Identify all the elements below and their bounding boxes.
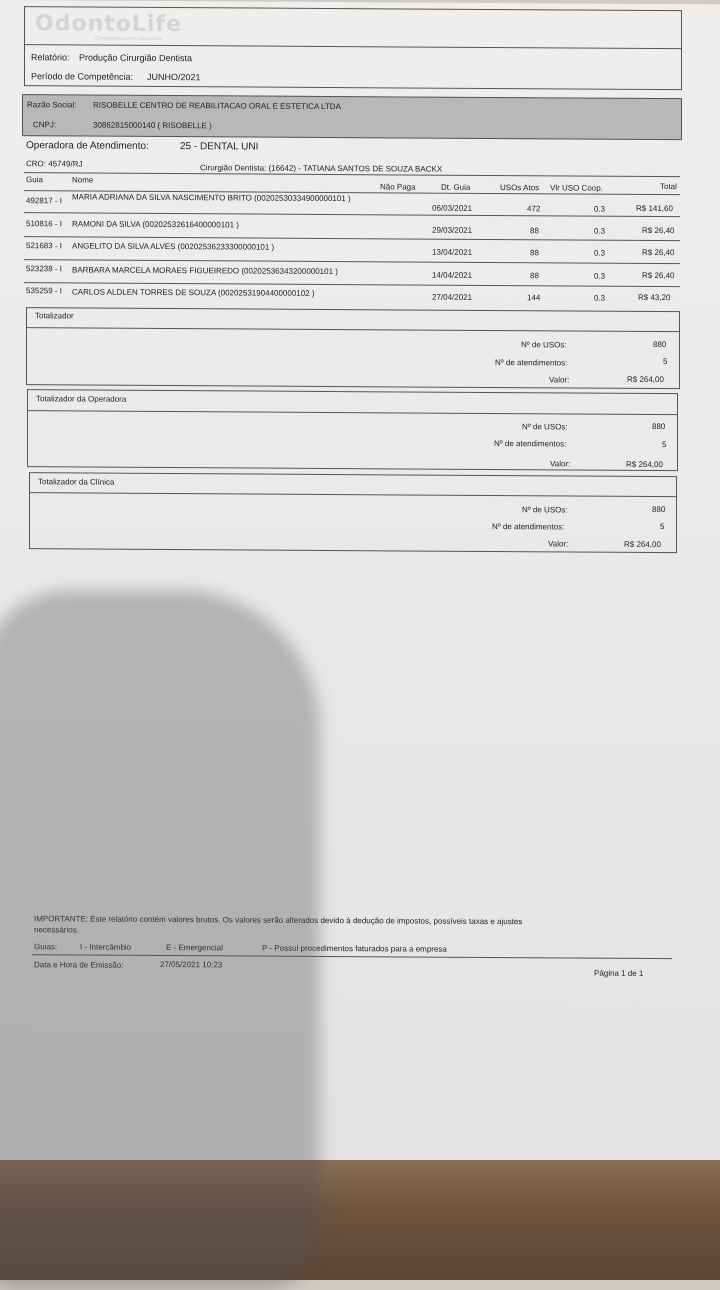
row-nome: BARBARA MARCELA MORAES FIGUEIREDO (00202536343200000101 ) <box>72 265 338 277</box>
important-note-cont: necessários. <box>34 925 79 935</box>
dentist-name: Cirurgião Dentista: (16642) - TATIANA SANTOS DE SOUZA BACKX <box>200 163 443 174</box>
row-total: R$ 26,40 <box>642 270 675 281</box>
clinic-totalizer-box <box>29 472 677 553</box>
atendimentos-value: 5 <box>662 440 667 450</box>
col-guia: Guia <box>26 175 43 185</box>
report-value: Produção Cirurgião Dentista <box>79 52 193 64</box>
row-usos: 144 <box>527 293 541 303</box>
row-vlr: 0.3 <box>594 226 606 236</box>
period-label: Período de Competência: <box>31 71 134 82</box>
cro-number: CRO: 45749/RJ <box>26 159 83 169</box>
row-total: R$ 26,40 <box>642 247 675 258</box>
razao-label: Razão Social: <box>27 100 77 110</box>
usos-value: 880 <box>652 504 666 515</box>
valor-label: Valor: <box>548 539 569 549</box>
legend-emergencial: E - Emergencial <box>166 943 223 953</box>
usos-value: 880 <box>652 421 666 432</box>
usos-label: Nº de USOs: <box>521 340 567 350</box>
legend-intercambio: I - Intercâmbio <box>80 942 132 952</box>
important-note: IMPORTANTE: Este relatório contém valores brutos. Os valores serão alterados devido à dedução de impostos, possíveis taxas e ajustes <box>34 914 523 927</box>
valor-label: Valor: <box>549 375 570 385</box>
atendimentos-label: Nº de atendimentos: <box>492 522 565 532</box>
col-nome: Nome <box>72 175 94 185</box>
row-vlr: 0.3 <box>594 271 606 281</box>
report-label: Relatório: <box>31 52 70 63</box>
atendimentos-value: 5 <box>663 357 668 367</box>
row-usos: 472 <box>527 204 541 214</box>
row-nome: ANGELITO DA SILVA ALVES (00202536233300000101 ) <box>72 241 275 252</box>
legend-empresa: P - Possui procedimentos faturados para a empresa <box>262 943 447 954</box>
row-guia: 492817 - I <box>26 196 63 206</box>
emission-value: 27/05/2021 10:23 <box>160 959 223 970</box>
operator-label: Operadora de Atendimento: <box>26 140 149 152</box>
row-total: R$ 43,20 <box>638 292 671 303</box>
guias-label: Guias: <box>34 942 58 952</box>
period-value: JUNHO/2021 <box>147 71 201 83</box>
row-total: R$ 141,60 <box>636 203 673 214</box>
company-logo: OdontoLife <box>35 11 182 38</box>
row-dt: 27/04/2021 <box>432 292 473 302</box>
col-total: Total <box>660 182 677 192</box>
row-usos: 88 <box>530 271 539 281</box>
row-guia: 523238 - I <box>26 264 63 274</box>
usos-label: Nº de USOs: <box>522 422 568 432</box>
valor-value: R$ 264,00 <box>624 539 661 550</box>
page-number: Página 1 de 1 <box>594 968 644 978</box>
valor-value: R$ 264,00 <box>627 374 664 385</box>
usos-label: Nº de USOs: <box>522 505 568 515</box>
col-vlr: Vlr USO Coop. <box>550 183 603 193</box>
row-dt: 14/04/2021 <box>432 270 473 280</box>
row-dt: 13/04/2021 <box>432 247 473 257</box>
totalizer-title: Totalizador da Operadora <box>36 394 127 404</box>
report-header <box>24 6 682 90</box>
row-dt: 29/03/2021 <box>432 225 473 235</box>
atendimentos-label: Nº de atendimentos: <box>494 439 567 449</box>
cnpj-value: 30862815000140 ( RISOBELLE ) <box>93 120 212 131</box>
row-guia: 510816 - I <box>26 219 63 229</box>
totalizer-title: Totalizador <box>35 311 74 321</box>
row-nome: CARLOS ALDLEN TORRES DE SOUZA (00202531904400000102 ) <box>72 287 315 298</box>
wood-table <box>0 1160 720 1280</box>
atendimentos-label: Nº de atendimentos: <box>495 358 568 368</box>
valor-label: Valor: <box>550 459 571 469</box>
row-nome: RAMONI DA SILVA (00202532616400000101 ) <box>72 219 239 230</box>
operator-totalizer-box <box>27 389 678 471</box>
totalizer-box <box>26 307 680 389</box>
row-vlr: 0.3 <box>594 248 606 258</box>
atendimentos-value: 5 <box>660 522 665 532</box>
col-usos: USOs Atos <box>500 183 540 193</box>
row-vlr: 0.3 <box>594 204 606 214</box>
col-dt-guia: Dt. Guia <box>441 182 471 192</box>
usos-value: 880 <box>653 339 667 350</box>
emission-label: Data e Hora de Emissão: <box>34 960 124 970</box>
totalizer-title: Totalizador da Clínica <box>38 477 115 487</box>
operator-value: 25 - DENTAL UNI <box>180 141 259 153</box>
razao-value: RISOBELLE CENTRO DE REABILITACAO ORAL E ESTETICA LTDA <box>93 100 341 112</box>
row-guia: 521683 - I <box>26 241 63 251</box>
valor-value: R$ 264,00 <box>626 459 663 470</box>
row-guia: 535259 - I <box>26 286 63 296</box>
logo-tagline: Compromisso com seu sorriso <box>95 35 163 42</box>
cnpj-label: CNPJ: <box>33 120 57 130</box>
col-nao-paga: Não Paga <box>380 182 416 192</box>
row-vlr: 0.3 <box>594 293 606 303</box>
row-usos: 88 <box>530 248 539 258</box>
row-dt: 06/03/2021 <box>432 203 473 213</box>
row-usos: 88 <box>530 226 539 236</box>
row-total: R$ 26,40 <box>642 225 675 236</box>
company-info <box>22 94 682 140</box>
row-nome: MARIA ADRIANA DA SILVA NASCIMENTO BRITO (00202530334900000101 ) <box>72 192 351 204</box>
